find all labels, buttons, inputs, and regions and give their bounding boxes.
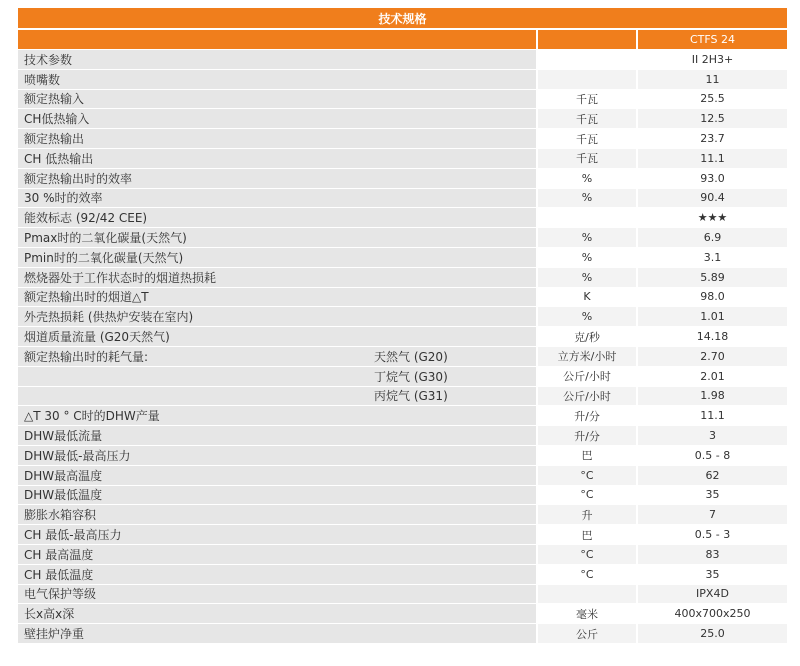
param-value: IPX4D [638, 585, 787, 604]
param-subname: 天然气 (G20) [374, 349, 448, 364]
param-value: 2.70 [638, 347, 787, 366]
param-name: 壁挂炉净重 [18, 624, 536, 643]
param-unit: K [538, 288, 636, 307]
table-row [18, 585, 787, 605]
table-row [18, 446, 787, 466]
param-value: 7 [638, 505, 787, 524]
param-name: 长x高x深 [18, 604, 536, 623]
header-name-cell [18, 30, 536, 49]
param-value: 3 [638, 426, 787, 445]
param-unit: % [538, 248, 636, 267]
param-subname: 丙烷气 (G31) [374, 389, 448, 404]
param-value: 2.01 [638, 367, 787, 386]
param-name: 额定热输出时的耗气量: [18, 347, 536, 366]
table-row [18, 50, 787, 70]
table-row [18, 149, 787, 169]
param-unit: 公斤 [538, 624, 636, 643]
param-unit: 巴 [538, 525, 636, 544]
param-name: 额定热输出时的效率 [18, 169, 536, 188]
table-row [18, 565, 787, 585]
param-value: 62 [638, 466, 787, 485]
param-unit: 公斤/小时 [538, 387, 636, 406]
table-row [18, 406, 787, 426]
param-name: 额定热输出 [18, 129, 536, 148]
param-unit: 毫米 [538, 604, 636, 623]
model-header: CTFS 24 [638, 30, 787, 49]
table-row [18, 486, 787, 506]
param-value: 11.1 [638, 149, 787, 168]
param-value: 1.98 [638, 387, 787, 406]
param-name: CH 最高温度 [18, 545, 536, 564]
table-row [18, 189, 787, 209]
param-value: 11.1 [638, 406, 787, 425]
param-value: 11 [638, 70, 787, 89]
param-name: 烟道质量流量 (G20天然气) [18, 327, 536, 346]
param-name: 额定热输入 [18, 90, 536, 109]
param-value: 35 [638, 486, 787, 505]
param-unit: 公斤/小时 [538, 367, 636, 386]
param-value: II 2H3+ [638, 50, 787, 69]
table-row [18, 367, 787, 387]
table-row [18, 466, 787, 486]
header-unit-cell [538, 30, 636, 49]
table-row [18, 129, 787, 149]
param-name: Pmin时的二氧化碳量(天然气) [18, 248, 536, 267]
param-unit: 升/分 [538, 406, 636, 425]
table-row [18, 604, 787, 624]
param-name: DHW最低温度 [18, 486, 536, 505]
param-unit: 立方米/小时 [538, 347, 636, 366]
param-name: Pmax时的二氧化碳量(天然气) [18, 228, 536, 247]
param-value: 5.89 [638, 268, 787, 287]
table-row [18, 387, 787, 407]
table-row [18, 327, 787, 347]
param-unit: °C [538, 486, 636, 505]
table-row [18, 248, 787, 268]
param-unit: % [538, 307, 636, 326]
param-unit [538, 208, 636, 227]
table-row [18, 70, 787, 90]
param-name [18, 387, 536, 406]
param-name: 外壳热损耗 (供热炉安装在室内) [18, 307, 536, 326]
param-value: 400x700x250 [638, 604, 787, 623]
table-row [18, 208, 787, 228]
table-row [18, 109, 787, 129]
param-name: 30 %时的效率 [18, 189, 536, 208]
table-row [18, 288, 787, 308]
param-name: 能效标志 (92/42 CEE) [18, 208, 536, 227]
param-value: 98.0 [638, 288, 787, 307]
param-name: 电气保护等级 [18, 585, 536, 604]
param-unit: 升/分 [538, 426, 636, 445]
param-name: CH 最低温度 [18, 565, 536, 584]
param-unit [538, 70, 636, 89]
table-row [18, 228, 787, 248]
table-row [18, 169, 787, 189]
param-name: DHW最低-最高压力 [18, 446, 536, 465]
param-name: DHW最高温度 [18, 466, 536, 485]
param-unit: 千瓦 [538, 129, 636, 148]
table-row [18, 525, 787, 545]
table-row [18, 624, 787, 644]
param-value: 35 [638, 565, 787, 584]
param-value: 14.18 [638, 327, 787, 346]
table-row [18, 505, 787, 525]
param-subname: 丁烷气 (G30) [374, 369, 448, 384]
param-name [18, 367, 536, 386]
header-row [18, 30, 787, 49]
param-name: CH 低热输出 [18, 149, 536, 168]
param-value: ★★★ [638, 208, 787, 227]
param-value: 6.9 [638, 228, 787, 247]
param-value: 25.0 [638, 624, 787, 643]
param-name: 燃烧器处于工作状态时的烟道热损耗 [18, 268, 536, 287]
param-unit: 千瓦 [538, 149, 636, 168]
param-value: 0.5 - 8 [638, 446, 787, 465]
param-unit: °C [538, 466, 636, 485]
param-name: 额定热输出时的烟道△T [18, 288, 536, 307]
param-value: 25.5 [638, 90, 787, 109]
table-row [18, 90, 787, 110]
param-name: △T 30 ° C时的DHW产量 [18, 406, 536, 425]
param-value: 12.5 [638, 109, 787, 128]
param-unit: 千瓦 [538, 90, 636, 109]
param-unit [538, 50, 636, 69]
param-unit: % [538, 189, 636, 208]
table-row [18, 307, 787, 327]
table-row [18, 268, 787, 288]
param-unit: 升 [538, 505, 636, 524]
table-row [18, 426, 787, 446]
table-title: 技术规格 [18, 8, 787, 28]
param-name: DHW最低流量 [18, 426, 536, 445]
param-unit: % [538, 169, 636, 188]
param-value: 90.4 [638, 189, 787, 208]
table-row [18, 545, 787, 565]
param-value: 23.7 [638, 129, 787, 148]
param-value: 3.1 [638, 248, 787, 267]
param-value: 93.0 [638, 169, 787, 188]
param-unit: 千瓦 [538, 109, 636, 128]
param-unit: % [538, 228, 636, 247]
param-unit: °C [538, 545, 636, 564]
param-unit: % [538, 268, 636, 287]
param-value: 1.01 [638, 307, 787, 326]
param-unit: 巴 [538, 446, 636, 465]
param-name: 膨胀水箱容积 [18, 505, 536, 524]
spec-rows [18, 50, 787, 644]
param-name: CH低热输入 [18, 109, 536, 128]
param-value: 0.5 - 3 [638, 525, 787, 544]
param-name: 喷嘴数 [18, 70, 536, 89]
param-unit: 克/秒 [538, 327, 636, 346]
param-unit: °C [538, 565, 636, 584]
table-row [18, 347, 787, 367]
param-name: CH 最低-最高压力 [18, 525, 536, 544]
param-name: 技术参数 [18, 50, 536, 69]
param-unit [538, 585, 636, 604]
param-value: 83 [638, 545, 787, 564]
